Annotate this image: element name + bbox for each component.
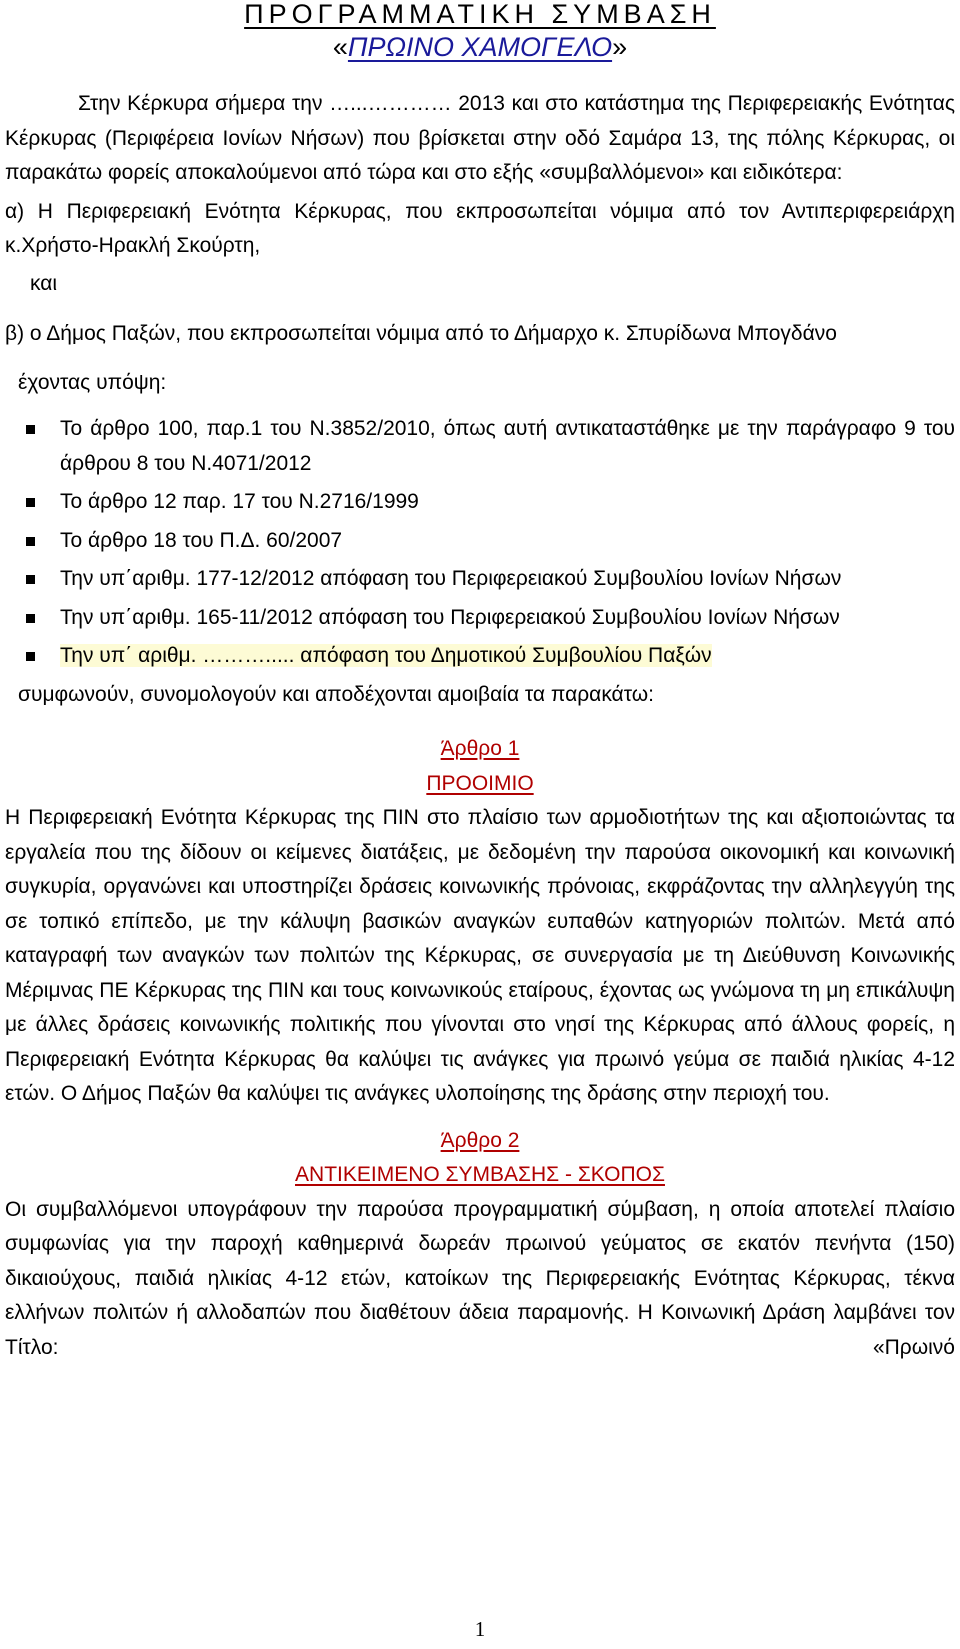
list-item: Το άρθρο 100, παρ.1 του Ν.3852/2010, όπως αυτή αντικαταστάθηκε με την παράγραφο 9 του άρθρου 8 του Ν.4071/2012 bbox=[5, 412, 955, 481]
article-1-number: Άρθρο 1 bbox=[440, 737, 520, 760]
program-name: ΠΡΩΙΝΟ ΧΑΜΟΓΕΛΟ bbox=[347, 32, 613, 62]
square-bullet-icon bbox=[26, 652, 35, 661]
list-item: Το άρθρο 18 του Π.Δ. 60/2007 bbox=[5, 524, 955, 559]
square-bullet-icon bbox=[26, 537, 35, 546]
document-subtitle: «ΠΡΩΙΝΟ ΧΑΜΟΓΕΛΟ» bbox=[332, 32, 628, 62]
intro-paragraph: Στην Κέρκυρα σήμερα την …...………… 2013 και στο κατάστημα της Περιφερειακής Ενότητας Κέρκυρας (Περιφέρεια Ιονίων Νήσων) που βρίσκεται στην οδό Σαμάρα 13, της πόλης Κέρκυρας, οι παρακάτω φορείς αποκαλούμενοι από τώρα και στο εξής «συμβαλλόμενοι» και ειδικότερα: bbox=[5, 92, 955, 184]
and-conjunction: και bbox=[30, 271, 58, 295]
square-bullet-icon bbox=[26, 498, 35, 507]
page-number: 1 bbox=[474, 1617, 486, 1641]
square-bullet-icon bbox=[26, 575, 35, 584]
document-page bbox=[5, 0, 955, 1365]
considering-label: έχοντας υπόψη: bbox=[18, 370, 167, 394]
party-a-paragraph: α) Η Περιφερειακή Ενότητα Κέρκυρας, που εκπροσωπείται νόμιμα από τον Αντιπεριφερειάρχη κ.Χρήστο-Ηρακλή Σκούρτη, bbox=[5, 199, 955, 257]
article-1-text: Η Περιφερειακή Ενότητα Κέρκυρας της ΠΙΝ στο πλαίσιο των αρμοδιοτήτων της και αξιοποιώντας τα εργαλεία που της δίδουν οι κείμενες διατάξεις, με δεδομένη την παρούσα οικονομική και κοινωνική συγκυρία, οργανώνει και υποστηρίζει δράσεις κοινωνικής πρόνοιας, εκφράζοντας την αλληλεγγύη της σε τοπικό επίπεδο, με την κάλυψη βασικών αναγκών ευπαθών κατηγοριών πολιτών. Μετά από καταγραφή των αναγκών των πολιτών της Κέρκυρας, σε συνεργασία με τη Διεύθυνση Κοινωνικής Μέριμνας ΠΕ Κέρκυρας της ΠΙΝ και τους κοινωνικούς εταίρους, έχοντας ως γνώμονα τη μη επικάλυψη με άλλες δράσεις κοινωνικής πολιτικής που γίνονται στο νησί της Κέρκυρας από άλλους φορείς, η Περιφερειακή Ενότητα Κέρκυρας θα καλύψει τις ανάγκες για πρωινό γεύμα σε παιδιά ηλικίας 4-12 ετών. Ο Δήμος Παξών θα καλύψει τις ανάγκες υλοποίησης της δράσης στην περιοχή του. bbox=[5, 806, 955, 1105]
article-2-text: Οι συμβαλλόμενοι υπογράφουν την παρούσα προγραμματική σύμβαση, η οποία αποτελεί πλαίσιο συμφωνίας για την παροχή καθημερινά δωρεάν πρωινού γεύματος σε εκατόν πενήντα (150) δικαιούχους, παιδιά ηλικίας 4-12 ετών, κατοίκων της Περιφερειακής Ενότητας Κέρκυρας, τέκνα ελλήνων πολιτών ή αλλοδαπών που διαθέτουν άδεια παραμονής. Η Κοινωνική Δράση λαμβάνει τον Τίτλο: «Πρωινό bbox=[5, 1197, 955, 1359]
square-bullet-icon bbox=[26, 425, 35, 434]
highlighted-reference: Την υπ΄ αριθμ. ………..... απόφαση του Δημοτικού Συμβουλίου Παξών bbox=[60, 644, 712, 667]
list-item: Την υπ΄αριθμ. 165-11/2012 απόφαση του Περιφερειακού Συμβουλίου Ιονίων Νήσων bbox=[5, 601, 955, 636]
article-2 bbox=[5, 1124, 955, 1366]
article-1 bbox=[5, 732, 955, 1112]
list-item: Την υπ΄αριθμ. 177-12/2012 απόφαση του Περιφερειακού Συμβουλίου Ιονίων Νήσων bbox=[5, 562, 955, 597]
references-list bbox=[5, 412, 955, 674]
document-title: ΠΡΟΓΡΑΜΜΑΤΙΚΗ ΣΥΜΒΑΣΗ bbox=[244, 0, 716, 29]
agreement-statement: συμφωνούν, συνομολογούν και αποδέχονται αμοιβαία τα παρακάτω: bbox=[18, 682, 654, 706]
list-item: Το άρθρο 12 παρ. 17 του Ν.2716/1999 bbox=[5, 485, 955, 520]
square-bullet-icon bbox=[26, 614, 35, 623]
list-item bbox=[5, 639, 955, 674]
party-b-paragraph: β) ο Δήμος Παξών, που εκπροσωπείται νόμιμα από το Δήμαρχο κ. Σπυρίδωνα Μπογδάνο bbox=[5, 322, 837, 345]
article-2-number: Άρθρο 2 bbox=[440, 1128, 520, 1152]
article-1-heading: ΠΡΟΟΙΜΙΟ bbox=[426, 771, 534, 795]
article-2-heading: ΑΝΤΙΚΕΙΜΕΝΟ ΣΥΜΒΑΣΗΣ - ΣΚΟΠΟΣ bbox=[295, 1163, 665, 1186]
